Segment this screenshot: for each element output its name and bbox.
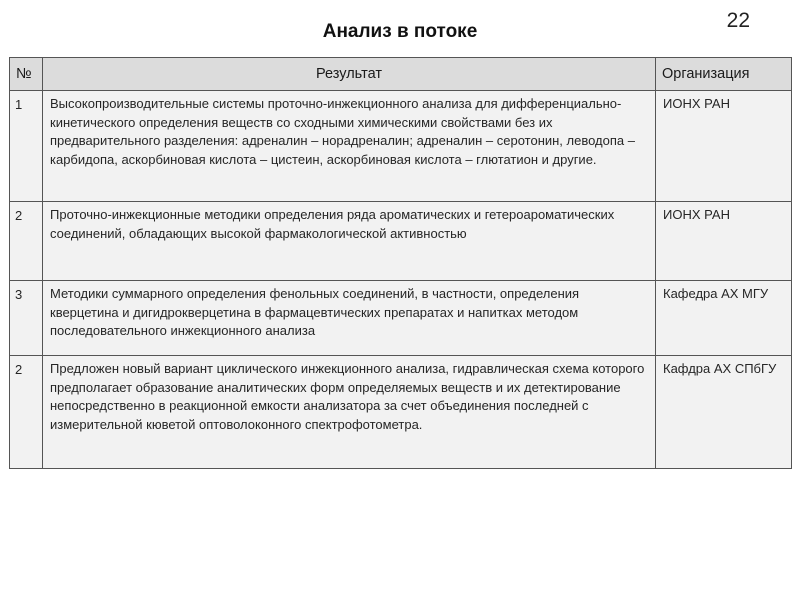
header-number: № — [10, 58, 43, 91]
row-organization: ИОНХ РАН — [656, 202, 792, 281]
row-result: Проточно-инжекционные методики определения ряда ароматических и гетероароматических соединений, обладающих высокой фармакологической активностью — [43, 202, 656, 281]
header-organization: Организация — [656, 58, 792, 91]
table-row — [10, 356, 792, 469]
row-number: 1 — [10, 91, 43, 202]
row-result: Методики суммарного определения фенольных соединений, в частности, определения кверцетина и дигидрокверцетина в фармацевтических препаратах и напитках методом последовательного инжекционного анализа — [43, 281, 656, 356]
row-number: 2 — [10, 356, 43, 469]
row-organization: Кафедра АХ МГУ — [656, 281, 792, 356]
row-number: 2 — [10, 202, 43, 281]
table-row — [10, 91, 792, 202]
row-result: Предложен новый вариант циклического инжекционного анализа, гидравлическая схема которого предполагает образование аналитических форм определяемых веществ и их детектирование непосредственно в реакционной емкости анализатора за счет объединения последней с измерительной кюветой оптоволоконного спектрофотометра. — [43, 356, 656, 469]
table-header-row — [10, 58, 792, 91]
table-row — [10, 281, 792, 356]
row-organization: ИОНХ РАН — [656, 91, 792, 202]
results-table — [9, 57, 792, 469]
header-result: Результат — [43, 58, 656, 91]
row-number: 3 — [10, 281, 43, 356]
row-result: Высокопроизводительные системы проточно-инжекционного анализа для дифференциально-кинетического определения веществ со сходными химическими свойствами без их предварительного разделения: адреналин – норадреналин; адреналин – серотонин, леводопа – карбидопа, аскорбиновая кислота – цистеин, аскорбиновая кислота – глютатион и другие. — [43, 91, 656, 202]
row-organization: Кафдра АХ СПбГУ — [656, 356, 792, 469]
table-row — [10, 202, 792, 281]
page-number: 22 — [726, 9, 750, 32]
slide-title: Анализ в потоке — [322, 21, 478, 42]
